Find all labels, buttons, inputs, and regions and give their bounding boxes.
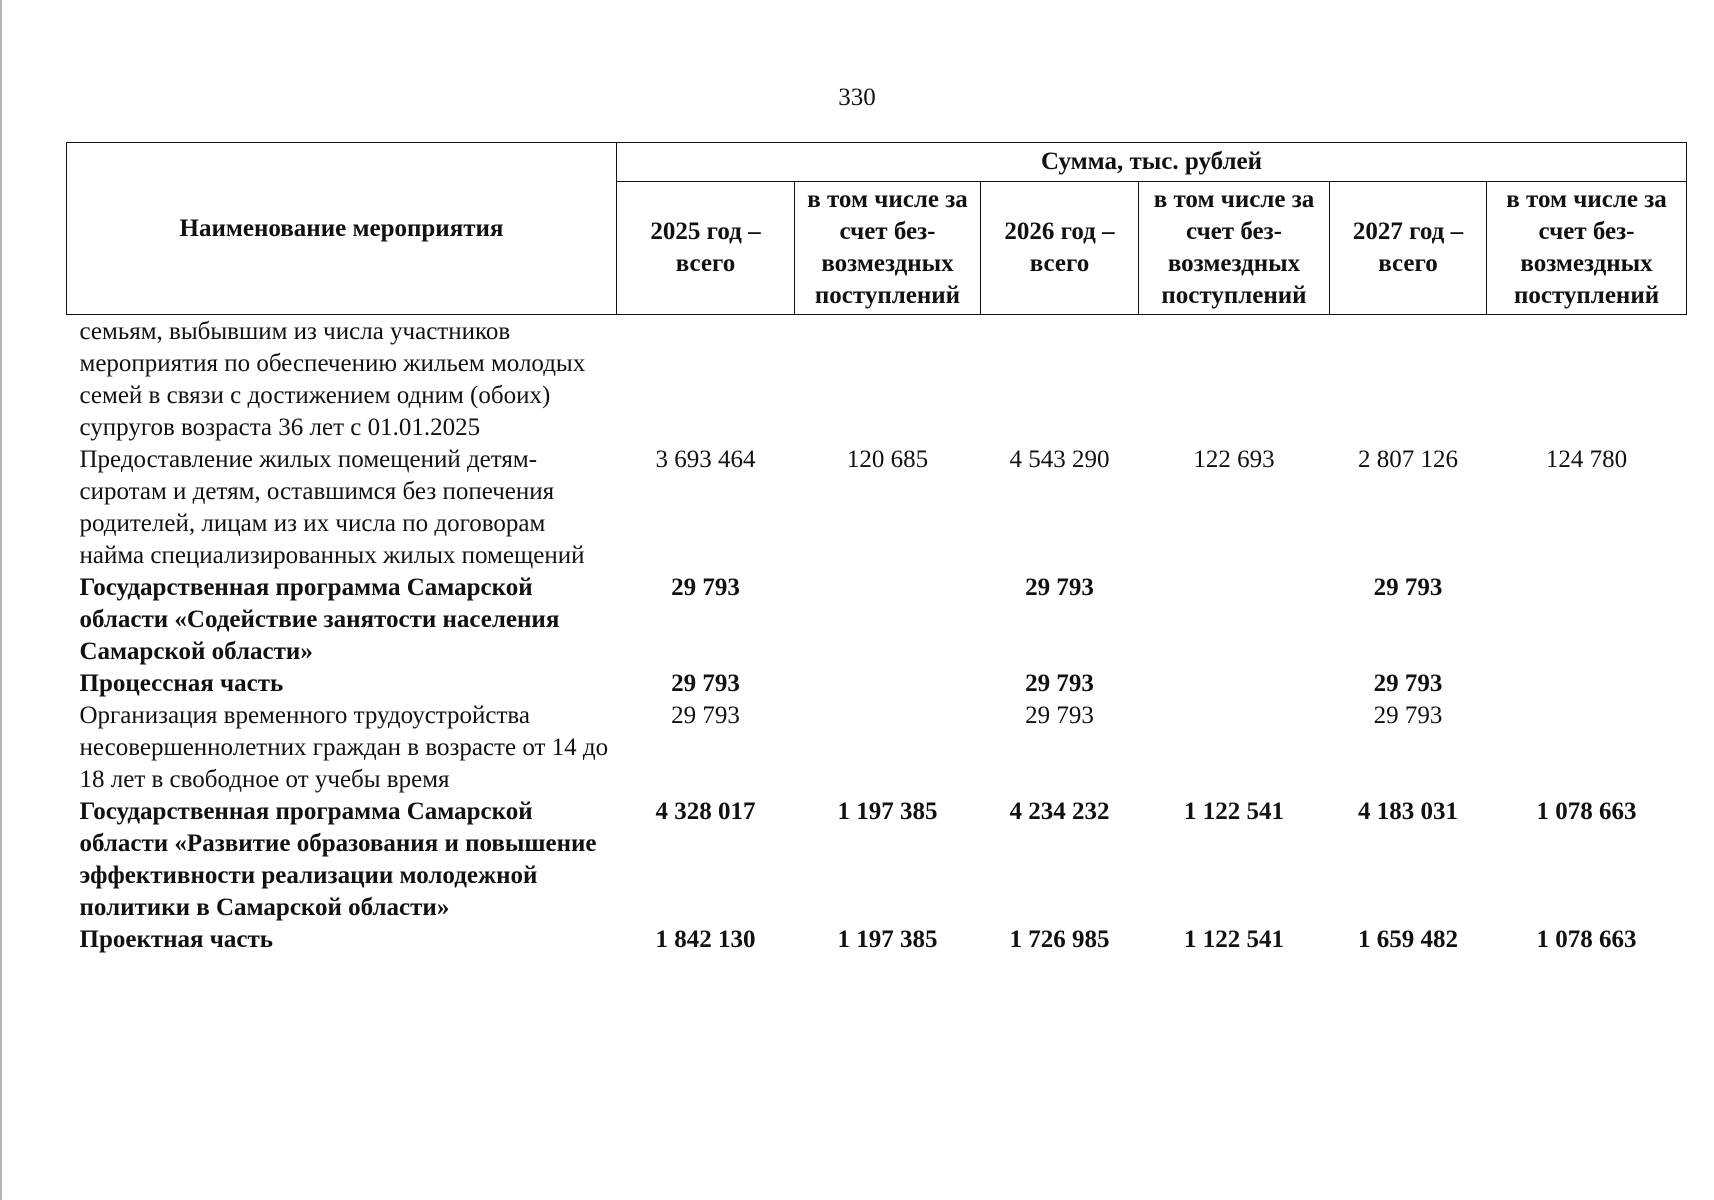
header-2025-gratuitous: в том числе за счет без-возмездных поступлений [795,182,981,315]
cell-2025-total: 3 693 464 [655,446,756,473]
cell-2027-gratuitous: 124 780 [1545,446,1628,473]
cell-2025-total: 29 793 [671,574,740,601]
cell-2027-gratuitous [1487,668,1687,700]
cell-2026-gratuitous: 1 122 541 [1184,798,1284,825]
cell-2026-gratuitous [1139,315,1330,445]
cell-2027-gratuitous: 1 078 663 [1536,926,1637,953]
header-2026-total: 2026 год – всего [981,182,1139,315]
cell-2025-total [617,315,795,445]
header-2027-total: 2027 год – всего [1330,182,1487,315]
cell-2026-total: 29 793 [1025,702,1094,729]
cell-2025-total: 29 793 [671,702,740,729]
cell-2026-gratuitous: 1 122 541 [1184,926,1284,953]
cell-2026-total: 29 793 [1025,670,1094,697]
cell-2027-gratuitous [1487,572,1687,668]
table-row [67,444,1687,572]
row-name: Проектная часть [79,926,274,953]
cell-2027-total: 1 659 482 [1358,926,1458,953]
cell-2025-gratuitous [795,668,981,700]
cell-2027-total: 2 807 126 [1358,446,1458,473]
cell-2027-gratuitous: 1 078 663 [1536,798,1637,825]
table-row [67,315,1687,445]
cell-2027-gratuitous [1487,315,1687,445]
cell-2026-total: 1 726 985 [1009,926,1110,953]
budget-table [66,142,1687,956]
cell-2026-total: 4 234 232 [1009,798,1110,825]
table-row [67,572,1687,668]
row-name: Процессная часть [79,670,284,697]
cell-2025-total: 29 793 [671,670,740,697]
table-row [67,668,1687,700]
header-event-name: Наименование мероприятия [67,143,617,315]
row-name: Предоставление жилых помещений детям-сиротам и детям, оставшимся без попечения родителей, лицам из их числа по договорам найма специализированных жилых помещений [79,446,585,569]
cell-2026-total: 29 793 [1025,574,1094,601]
cell-2027-gratuitous [1487,700,1687,796]
cell-2027-total: 4 183 031 [1358,798,1458,825]
header-sum-group: Сумма, тыс. рублей [617,143,1687,182]
cell-2027-total: 29 793 [1373,670,1443,697]
cell-2025-gratuitous [795,700,981,796]
header-2025-total: 2025 год – всего [617,182,795,315]
cell-2026-total [981,315,1139,445]
cell-2027-total: 29 793 [1373,702,1443,729]
cell-2025-total: 1 842 130 [655,926,756,953]
cell-2025-gratuitous [795,315,981,445]
table-row [67,924,1687,956]
row-name: Организация временного трудоустройства несовершеннолетних граждан в возрасте от 14 до 18 лет в свободное от учебы время [79,702,609,793]
header-2027-gratuitous: в том числе за счет без-возмездных поступлений [1487,182,1687,315]
cell-2025-gratuitous: 1 197 385 [837,798,938,825]
cell-2027-total [1330,315,1487,445]
table-row [67,796,1687,924]
cell-2026-gratuitous: 122 693 [1193,446,1275,473]
table-row [67,700,1687,796]
cell-2026-gratuitous [1139,572,1330,668]
cell-2026-total: 4 543 290 [1009,446,1110,473]
row-name: Государственная программа Самарской области «Развитие образования и повышение эффективности реализации молодежной политики в Самарской области» [79,798,597,921]
header-2026-gratuitous: в том числе за счет без-возмездных поступлений [1139,182,1330,315]
row-name: семьям, выбывшим из числа участников мероприятия по обеспечению жильем молодых семей в связи с достижением одним (обоих) супругов возраста 36 лет с 01.01.2025 [79,318,586,441]
cell-2027-total: 29 793 [1373,574,1443,601]
cell-2026-gratuitous [1139,700,1330,796]
cell-2025-gratuitous: 120 685 [846,446,929,473]
cell-2025-gratuitous: 1 197 385 [837,926,938,953]
row-name: Государственная программа Самарской области «Содействие занятости населения Самарской области» [79,574,560,665]
page-number: 330 [838,84,876,111]
cell-2026-gratuitous [1139,668,1330,700]
cell-2025-gratuitous [795,572,981,668]
page-edge [0,0,2,1200]
cell-2025-total: 4 328 017 [655,798,756,825]
